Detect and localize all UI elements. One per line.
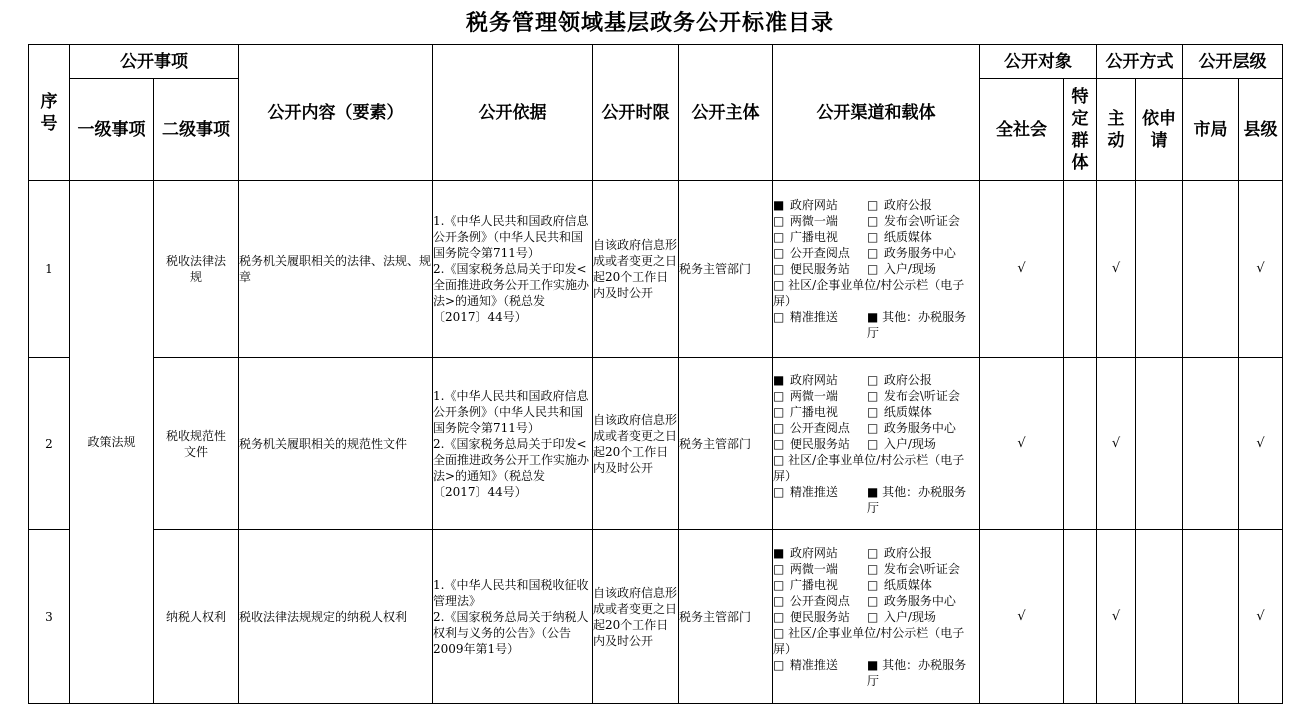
level1-item: 政策法规: [70, 181, 154, 704]
channel-convenience-station: □ 便民服务站: [773, 609, 850, 624]
header-method-request: 依申请: [1136, 79, 1183, 181]
channel-press-hearing: □ 发布会\听证会: [867, 561, 960, 576]
header-target-specific: 特定群体: [1064, 79, 1097, 181]
row-subject: 税务主管部门: [679, 181, 773, 358]
channel-gov-website: ■ 政府网站: [773, 372, 838, 387]
row-seq: 2: [29, 358, 70, 530]
header-item-group: 公开事项: [70, 45, 239, 79]
row-target-all: √: [980, 358, 1064, 530]
row-level2: 纳税人权利: [154, 530, 239, 704]
row-level-county: √: [1239, 530, 1283, 704]
channel-two-micro: □ 两微一端: [773, 561, 838, 576]
channel-other: ■ 其他：办税服务厅: [867, 484, 967, 515]
channel-door-to-door: □ 入户/现场: [867, 609, 936, 624]
channel-radio-tv: □ 广播电视: [773, 577, 838, 592]
row-level-county: √: [1239, 181, 1283, 358]
header-subject: 公开主体: [679, 45, 773, 181]
header-content: 公开内容（要素）: [239, 45, 433, 181]
header-level2: 二级事项: [154, 79, 239, 181]
table-row: [29, 358, 1283, 530]
row-basis: 1.《中华人民共和国政府信息公开条例》（中华人民共和国国务院令第711号） 2.《国家税务总局关于印发<全面推进政务公开工作实施办法>的通知》（税总发〔2017〕44号）: [433, 181, 593, 358]
header-level-county: 县级: [1239, 79, 1283, 181]
row-subject: 税务主管部门: [679, 530, 773, 704]
channel-convenience-station: □ 便民服务站: [773, 436, 850, 451]
header-basis: 公开依据: [433, 45, 593, 181]
channel-service-center: □ 政务服务中心: [867, 246, 956, 260]
row-basis: 1.《中华人民共和国政府信息公开条例》（中华人民共和国国务院令第711号） 2.《国家税务总局关于印发<全面推进政务公开工作实施办法>的通知》（税总发〔2017〕44号）: [433, 358, 593, 530]
table-row: [29, 181, 1283, 358]
channel-gov-gazette: □ 政府公报: [867, 198, 932, 212]
header-time-limit: 公开时限: [593, 45, 679, 181]
header-method-group: 公开方式: [1097, 45, 1183, 79]
table-row: [29, 530, 1283, 704]
row-channels: [773, 181, 980, 358]
row-content: 税收法律法规规定的纳税人权利: [239, 530, 433, 704]
channel-gov-gazette: □ 政府公报: [867, 372, 932, 387]
row-level-county: √: [1239, 358, 1283, 530]
row-content: 税务机关履职相关的规范性文件: [239, 358, 433, 530]
header-level-group: 公开层级: [1183, 45, 1283, 79]
row-level2: 税收规范性文件: [154, 358, 239, 530]
row-time-limit: 自该政府信息形成或者变更之日起20个工作日内及时公开: [593, 358, 679, 530]
channel-gov-website: ■ 政府网站: [773, 545, 838, 560]
row-level-city: [1183, 358, 1239, 530]
channel-public-reading: □ 公开查阅点: [773, 246, 850, 260]
row-method-active: √: [1097, 181, 1136, 358]
channel-service-center: □ 政务服务中心: [867, 593, 956, 608]
row-target-specific: [1064, 181, 1097, 358]
channel-radio-tv: □ 广播电视: [773, 404, 838, 419]
channel-community-board: □ 社区/企事业单位/村公示栏（电子屏）: [773, 452, 965, 483]
row-level2: 税收法律法规: [154, 181, 239, 358]
channel-door-to-door: □ 入户/现场: [867, 436, 936, 451]
header-level1: 一级事项: [70, 79, 154, 181]
row-basis: 1.《中华人民共和国税收征收管理法》 2.《国家税务总局关于纳税人权利与义务的公告》（公告2009年第1号）: [433, 530, 593, 704]
row-level-city: [1183, 181, 1239, 358]
header-target-all: 全社会: [980, 79, 1064, 181]
row-target-specific: [1064, 358, 1097, 530]
channel-paper-media: □ 纸质媒体: [867, 404, 932, 419]
header-seq: 序号: [29, 45, 70, 181]
row-target-all: √: [980, 530, 1064, 704]
catalog-table: [28, 44, 1283, 704]
row-content: 税务机关履职相关的法律、法规、规章: [239, 181, 433, 358]
row-seq: 1: [29, 181, 70, 358]
header-method-active: 主动: [1097, 79, 1136, 181]
channel-service-center: □ 政务服务中心: [867, 420, 956, 435]
header-target-group: 公开对象: [980, 45, 1097, 79]
row-level-city: [1183, 530, 1239, 704]
row-channels: [773, 530, 980, 704]
row-target-specific: [1064, 530, 1097, 704]
channel-public-reading: □ 公开查阅点: [773, 593, 850, 608]
channel-precise-push: □ 精准推送: [773, 657, 838, 672]
channel-radio-tv: □ 广播电视: [773, 230, 838, 244]
channel-door-to-door: □ 入户/现场: [867, 262, 936, 276]
channel-press-hearing: □ 发布会\听证会: [867, 214, 960, 228]
channel-two-micro: □ 两微一端: [773, 214, 838, 228]
row-method-request: [1136, 181, 1183, 358]
channel-precise-push: □ 精准推送: [773, 484, 838, 499]
row-method-active: √: [1097, 358, 1136, 530]
row-target-all: √: [980, 181, 1064, 358]
header-level-city: 市局: [1183, 79, 1239, 181]
row-method-active: √: [1097, 530, 1136, 704]
channel-press-hearing: □ 发布会\听证会: [867, 388, 960, 403]
row-subject: 税务主管部门: [679, 358, 773, 530]
row-channels: [773, 358, 980, 530]
channel-public-reading: □ 公开查阅点: [773, 420, 850, 435]
channel-two-micro: □ 两微一端: [773, 388, 838, 403]
channel-precise-push: □ 精准推送: [773, 310, 838, 324]
channel-other: ■ 其他：办税服务厅: [867, 657, 967, 688]
row-time-limit: 自该政府信息形成或者变更之日起20个工作日内及时公开: [593, 181, 679, 358]
channel-convenience-station: □ 便民服务站: [773, 262, 850, 276]
row-time-limit: 自该政府信息形成或者变更之日起20个工作日内及时公开: [593, 530, 679, 704]
channel-gov-gazette: □ 政府公报: [867, 545, 932, 560]
page-title: 税务管理领域基层政务公开标准目录: [465, 11, 834, 36]
channel-community-board: □ 社区/企事业单位/村公示栏（电子屏）: [773, 625, 965, 656]
header-channel: 公开渠道和载体: [773, 45, 980, 181]
channel-gov-website: ■ 政府网站: [773, 198, 838, 212]
row-method-request: [1136, 530, 1183, 704]
channel-paper-media: □ 纸质媒体: [867, 577, 932, 592]
channel-other: ■ 其他：办税服务厅: [867, 310, 967, 340]
row-seq: 3: [29, 530, 70, 704]
channel-community-board: □ 社区/企事业单位/村公示栏（电子屏）: [773, 278, 965, 308]
channel-paper-media: □ 纸质媒体: [867, 230, 932, 244]
row-method-request: [1136, 358, 1183, 530]
